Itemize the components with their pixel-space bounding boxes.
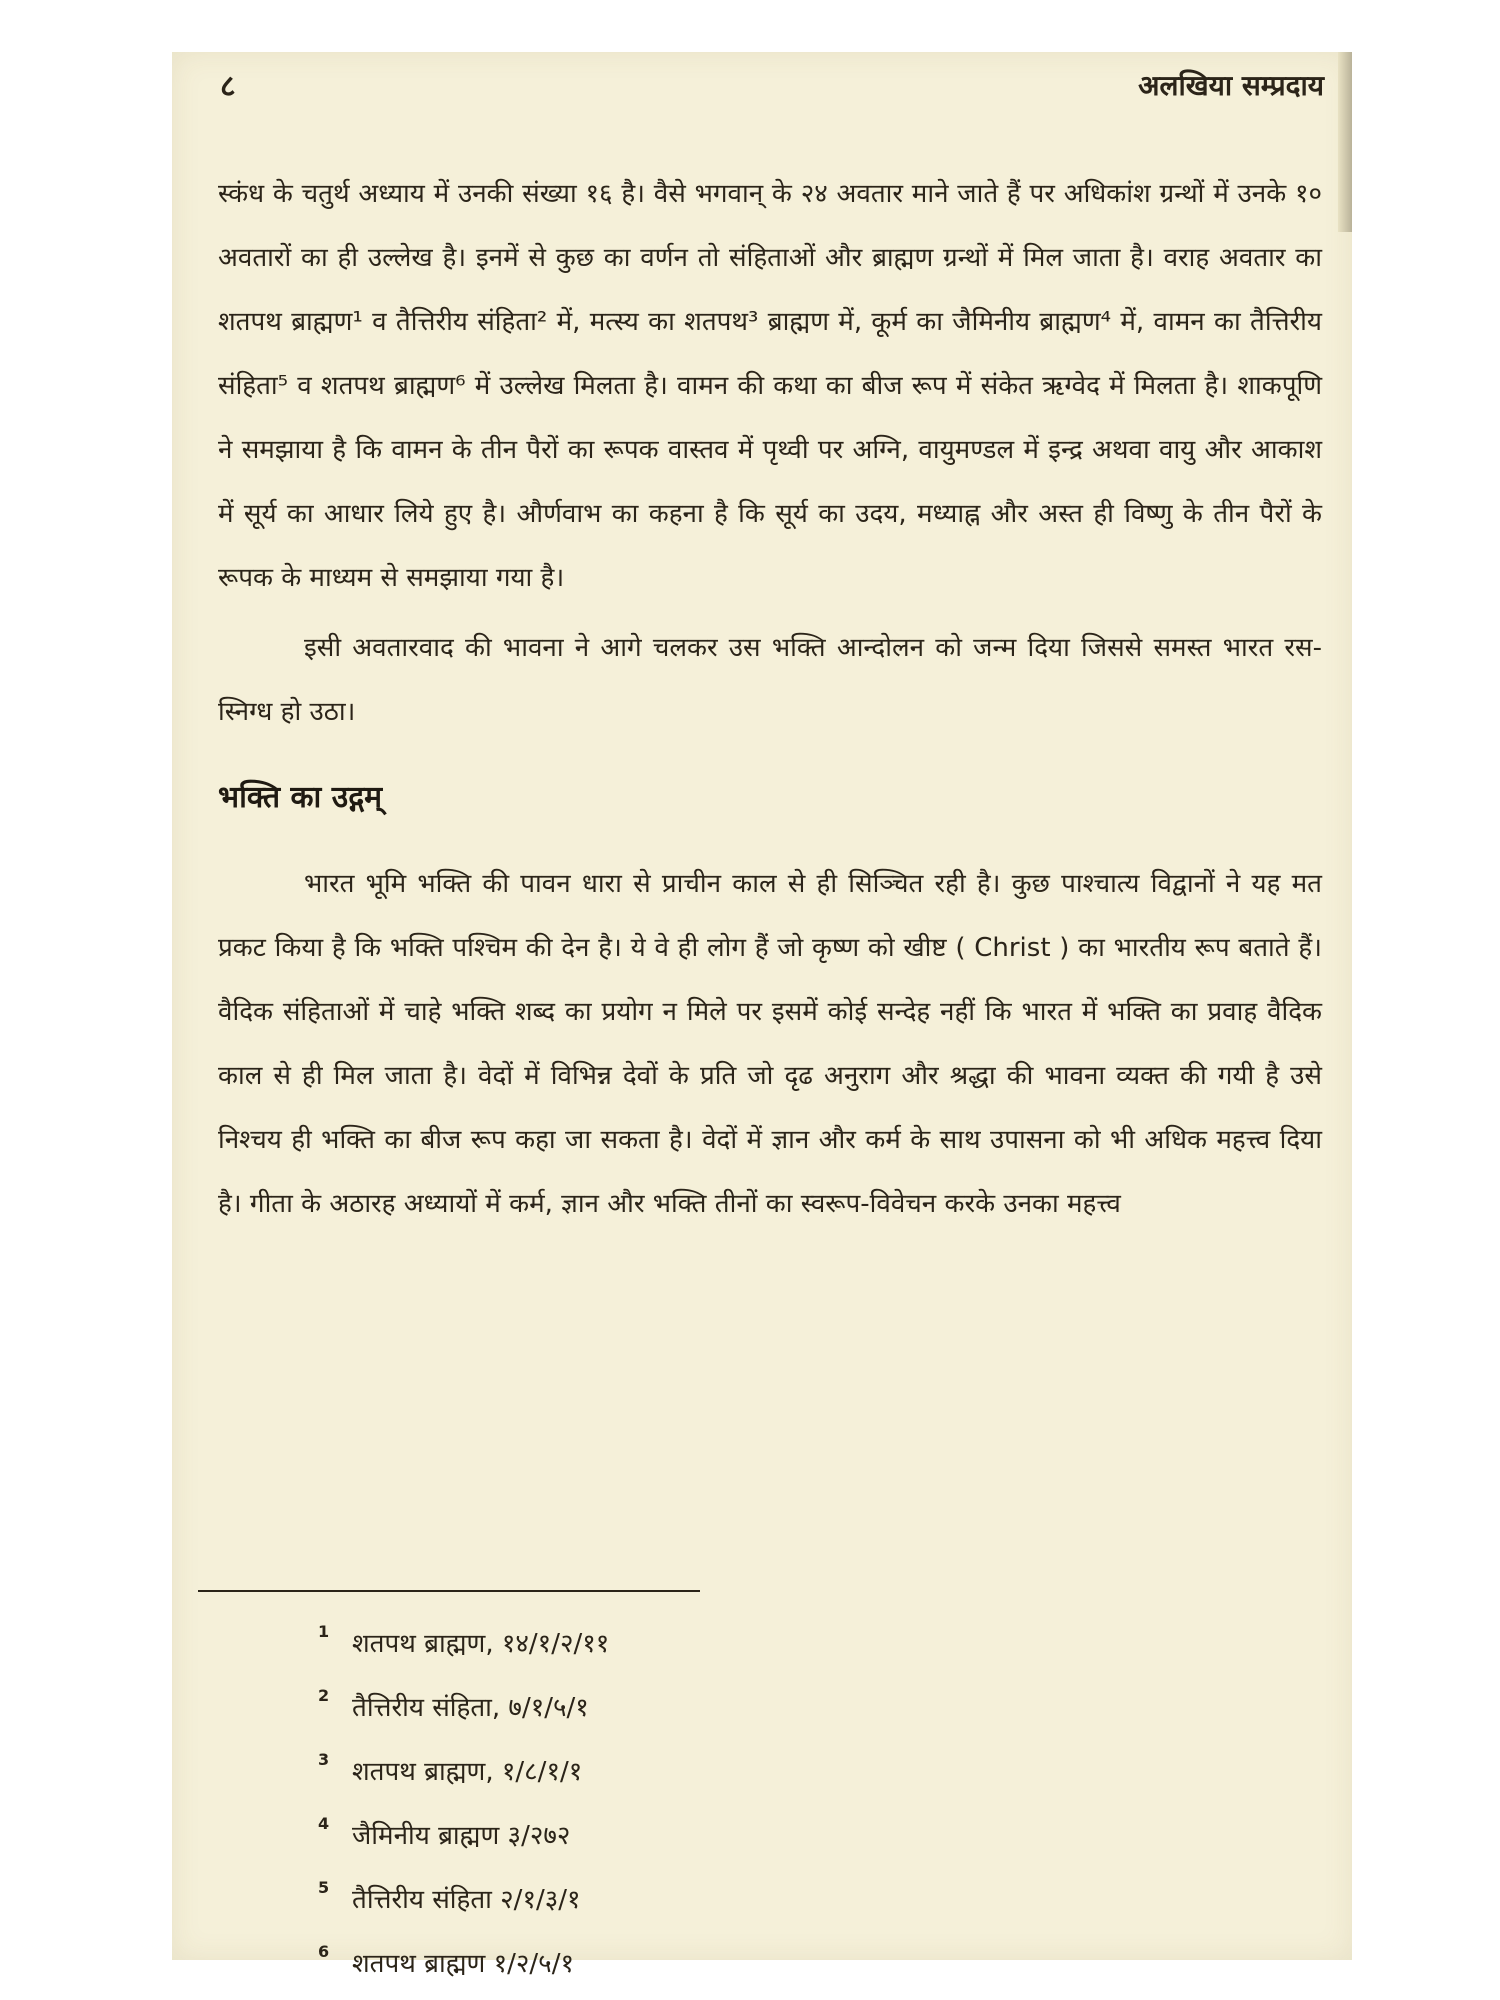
section-heading: भक्ति का उद्गम्: [218, 780, 383, 815]
running-head: अलखिया सम्प्रदाय: [1138, 69, 1324, 102]
footnote-mark: 6: [318, 1942, 330, 1961]
footnote-text: तैत्तिरीय संहिता, ७/१/५/१: [352, 1693, 589, 1723]
footnote: [318, 1676, 1018, 1740]
paragraph-avatars: स्कंध के चतुर्थ अध्याय में उनकी संख्या १६ है। वैसे भगवान् के २४ अवतार माने जाते हैं पर अधिकांश ग्रन्थों में उनके १० अवतारों का ही उल्लेख है। इनमें से कुछ का वर्णन तो संहिताओं और ब्राह्मण ग्रन्थों में मिल जाता है। वराह अवतार का शतपथ ब्राह्मण¹ व तैत्तिरीय संहिता² में, मत्स्य का शतपथ³ ब्राह्मण में, कूर्म का जैमिनीय ब्राह्मण⁴ में, वामन का तैत्तिरीय संहिता⁵ व शतपथ ब्राह्मण⁶ में उल्लेख मिलता है। वामन की कथा का बीज रूप में संकेत ऋग्वेद में मिलता है। शाकपूणि ने समझाया है कि वामन के तीन पैरों का रूपक वास्तव में पृथ्वी पर अग्नि, वायुमण्डल में इन्द्र अथवा वायु और आकाश में सूर्य का आधार लिये हुए है। और्णवाभ का कहना है कि सूर्य का उदय, मध्याह्न और अस्त ही विष्णु के तीन पैरों के रूपक के माध्यम से समझाया गया है।: [218, 179, 1322, 593]
footnote-text: तैत्तिरीय संहिता २/१/३/१: [352, 1885, 581, 1915]
footnote: [318, 1932, 1018, 1996]
paragraph-bhakti-origin: भारत भूमि भक्ति की पावन धारा से प्राचीन काल से ही सिञ्चित रही है। कुछ पाश्चात्य विद्वानों ने यह मत प्रकट किया है कि भक्ति पश्चिम की देन है। ये वे ही लोग हैं जो कृष्ण को खीष्ट ( Christ ) का भारतीय रूप बताते हैं। वैदिक संहिताओं में चाहे भक्ति शब्द का प्रयोग न मिले पर इसमें कोई सन्देह नहीं कि भारत में भक्ति का प्रवाह वैदिक काल से ही मिल जाता है। वेदों में विभिन्न देवों के प्रति जो दृढ अनुराग और श्रद्धा की भावना व्यक्त की गयी है उसे निश्चय ही भक्ति का बीज रूप कहा जा सकता है। वेदों में ज्ञान और कर्म के साथ उपासना को भी अधिक महत्त्व दिया है। गीता के अठारह अध्यायों में कर्म, ज्ञान और भक्ति तीनों का स्वरूप-विवेचन करके उनका महत्त्व: [218, 869, 1322, 1219]
footnote: [318, 1868, 1018, 1932]
footnote-mark: 3: [318, 1750, 330, 1769]
footnote: [318, 1740, 1018, 1804]
footnote-text: जैमिनीय ब्राह्मण ३/२७२: [352, 1821, 571, 1851]
footnote-mark: 5: [318, 1878, 330, 1897]
footnotes-list: [318, 1612, 1018, 1996]
footnote-divider: [198, 1590, 700, 1592]
footnote: [318, 1804, 1018, 1868]
footnote-mark: 4: [318, 1814, 330, 1833]
footnote-text: शतपथ ब्राह्मण १/२/५/१: [352, 1949, 574, 1979]
footnote-mark: 2: [318, 1686, 330, 1705]
page-number: ८: [220, 69, 236, 104]
footnote-text: शतपथ ब्राह्मण, १/८/१/१: [352, 1757, 583, 1787]
body-text: [218, 162, 1322, 1236]
page-binding-shadow: [1338, 52, 1352, 232]
footnote-text: शतपथ ब्राह्मण, १४/१/२/११: [352, 1629, 610, 1659]
paragraph-avatarvad: इसी अवतारवाद की भावना ने आगे चलकर उस भक्ति आन्दोलन को जन्म दिया जिससे समस्त भारत रस-स्निग्ध हो उठा।: [218, 633, 1322, 727]
book-page: [172, 52, 1352, 1979]
footnote: [318, 1612, 1018, 1676]
footnote-mark: 1: [318, 1622, 330, 1641]
